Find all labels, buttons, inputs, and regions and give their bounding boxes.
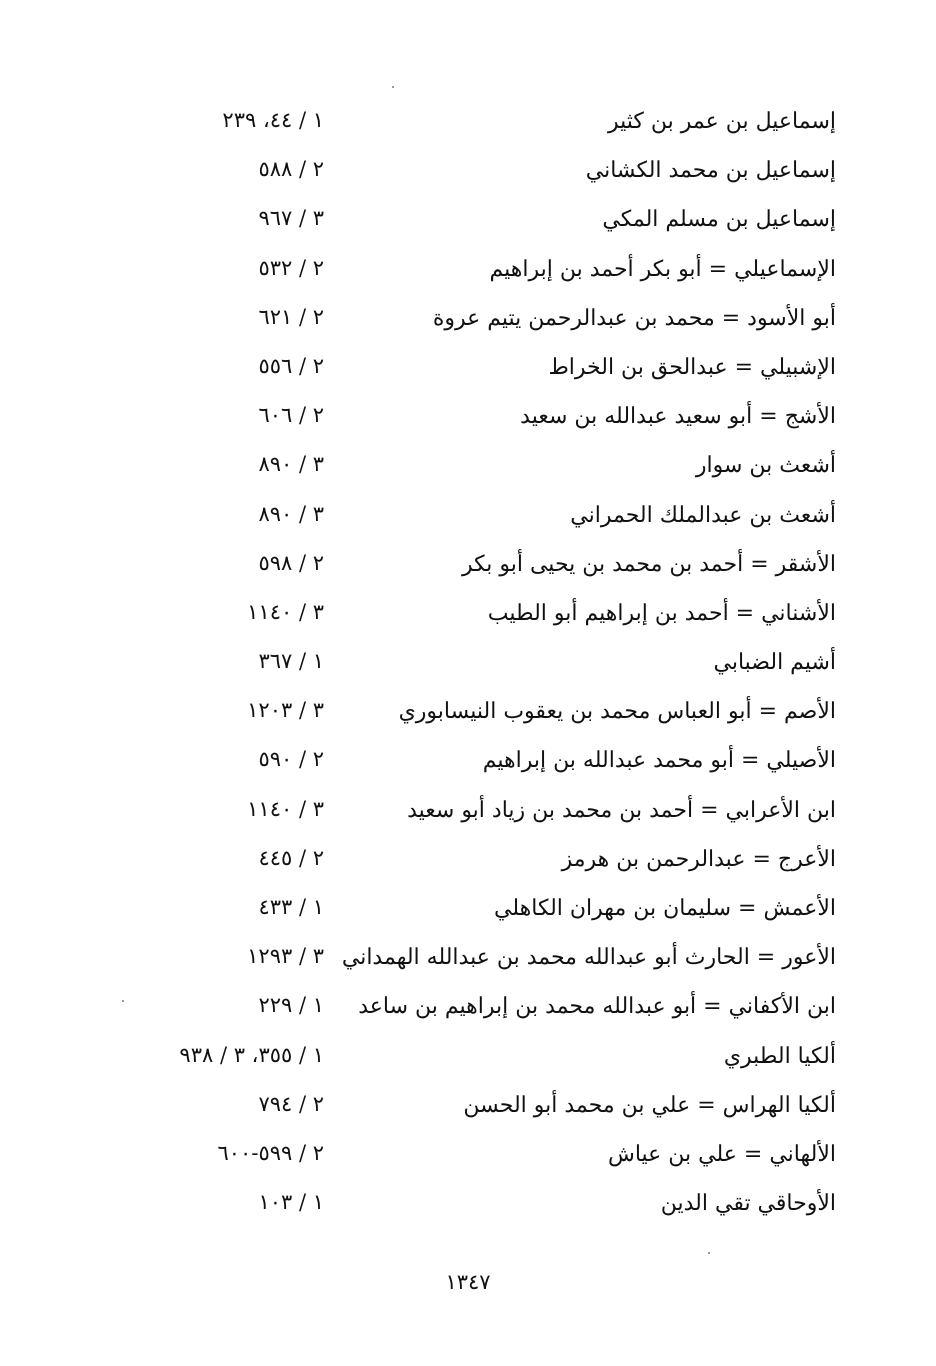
- index-entry: [0, 789, 936, 838]
- entry-page-ref: ٢ / ٥٩٠: [258, 747, 324, 772]
- index-entry: [0, 1084, 936, 1133]
- index-entry: [0, 936, 936, 985]
- entry-page-ref: ١ / ١٠٣: [258, 1190, 324, 1215]
- index-entry: [0, 248, 936, 297]
- entry-name: أشعث بن عبدالملك الحمراني: [570, 502, 836, 528]
- entry-page-ref: ٢ / ٦٠٦: [258, 403, 324, 428]
- entry-name: الإسماعيلي = أبو بكر أحمد بن إبراهيم: [489, 256, 836, 282]
- index-entry: [0, 198, 936, 247]
- entry-name: إسماعيل بن مسلم المكي: [602, 207, 836, 233]
- entry-page-ref: ٣ / ٨٩٠: [258, 501, 324, 526]
- page-number: ١٣٤٧: [445, 1270, 491, 1294]
- index-entry: [0, 1035, 936, 1084]
- index-entry: [0, 543, 936, 592]
- entry-page-ref: ١ / ٣٦٧: [258, 649, 324, 674]
- entry-name: أشيم الضبابي: [713, 650, 836, 676]
- entry-page-ref: ٢ / ٦٢١: [258, 304, 324, 329]
- index-entry: [0, 444, 936, 493]
- entry-name: ألكيا الطبري: [723, 1043, 836, 1069]
- index-entry: [0, 346, 936, 395]
- entry-page-ref: ٢ / ٥٩٨: [258, 550, 324, 575]
- scan-speck: [392, 86, 394, 88]
- index-entry: [0, 100, 936, 149]
- entry-name: الأوحاقي تقي الدين: [660, 1191, 836, 1217]
- entry-name: الأعرج = عبدالرحمن بن هرمز: [561, 846, 836, 872]
- entry-page-ref: ١ / ٤٤، ٢٣٩: [222, 108, 324, 132]
- entry-name: الأعور = الحارث أبو عبدالله محمد بن عبدالله الهمداني: [341, 945, 836, 971]
- index-entry: [0, 592, 936, 641]
- entry-page-ref: ٢ / ٥٨٨: [258, 157, 324, 182]
- index-entry: [0, 1182, 936, 1231]
- entry-page-ref: ١ / ٤٣٣: [258, 895, 324, 919]
- index-entry: [0, 149, 936, 198]
- index-entry: [0, 1133, 936, 1182]
- entry-page-ref: ٣ / ١١٤٠: [247, 599, 324, 624]
- entry-page-ref: ٣ / ٨٩٠: [258, 452, 324, 477]
- name-index-list: [0, 100, 936, 1231]
- entry-page-ref: ٣ / ١٢٩٣: [247, 944, 324, 969]
- entry-name: ابن الأكفاني = أبو عبدالله محمد بن إبراهيم بن ساعد: [358, 994, 836, 1020]
- entry-name: أشعث بن سوار: [695, 453, 836, 479]
- index-entry: [0, 297, 936, 346]
- index-entry: [0, 838, 936, 887]
- entry-page-ref: ٣ / ١٢٠٣: [247, 698, 324, 723]
- entry-name: الإشبيلي = عبدالحق بن الخراط: [548, 354, 836, 380]
- entry-name: إسماعيل بن محمد الكشاني: [585, 158, 836, 184]
- index-entry: [0, 690, 936, 739]
- entry-name: الألهاني = علي بن عياش: [607, 1141, 836, 1167]
- entry-name: ألكيا الهراس = علي بن محمد أبو الحسن: [463, 1092, 836, 1118]
- entry-name: الأشقر = أحمد بن محمد بن يحيى أبو بكر: [461, 551, 836, 577]
- index-entry: [0, 395, 936, 444]
- entry-page-ref: ٢ / ٥٥٦: [258, 353, 324, 378]
- entry-name: إسماعيل بن عمر بن كثير: [608, 109, 836, 134]
- entry-page-ref: ٢ / ٧٩٤: [258, 1091, 324, 1116]
- entry-page-ref: ١ / ٣٥٥، ٣ / ٩٣٨: [179, 1042, 324, 1067]
- entry-page-ref: ٢ / ٥٩٩-٦٠٠: [217, 1140, 324, 1165]
- index-entry: [0, 985, 936, 1034]
- entry-page-ref: ٣ / ١١٤٠: [247, 796, 324, 821]
- entry-name: الأشناني = أحمد بن إبراهيم أبو الطيب: [487, 600, 836, 626]
- entry-name: الأشج = أبو سعيد عبدالله بن سعيد: [520, 404, 836, 430]
- entry-name: الأصم = أبو العباس محمد بن يعقوب النيسابوري: [398, 699, 836, 725]
- entry-name: الأعمش = سليمان بن مهران الكاهلي: [494, 896, 836, 921]
- entry-page-ref: ٢ / ٥٣٢: [258, 255, 324, 280]
- index-entry: [0, 887, 936, 936]
- index-entry: [0, 494, 936, 543]
- entry-page-ref: ٣ / ٩٦٧: [258, 206, 324, 231]
- entry-page-ref: ٢ / ٤٤٥: [258, 845, 324, 870]
- entry-name: ابن الأعرابي = أحمد بن محمد بن زياد أبو سعيد: [407, 797, 836, 823]
- entry-name: أبو الأسود = محمد بن عبدالرحمن يتيم عروة: [432, 305, 836, 331]
- entry-page-ref: ١ / ٢٢٩: [258, 993, 324, 1018]
- entry-name: الأصيلي = أبو محمد عبدالله بن إبراهيم: [482, 748, 836, 774]
- index-entry: [0, 739, 936, 788]
- index-entry: [0, 641, 936, 690]
- scan-speck: [708, 1252, 710, 1254]
